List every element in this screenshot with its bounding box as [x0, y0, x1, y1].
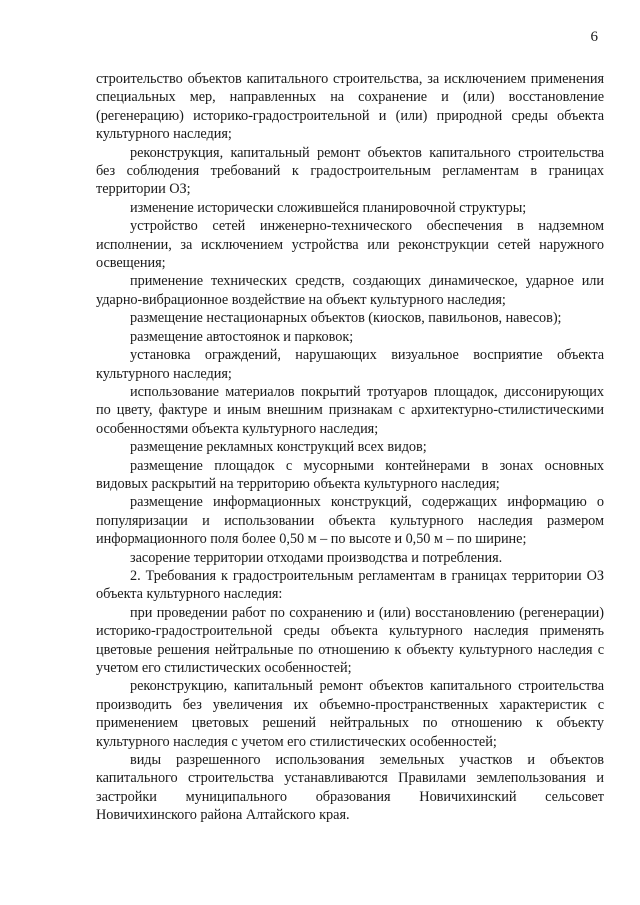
document-body [96, 70, 604, 825]
paragraph-prohibition-technical-means: применение технических средств, создающих динамическое, ударное или ударно-вибрационное воздействие на объект культурного наследия; [96, 273, 604, 308]
paragraph-prohibition-waste-containers: размещение площадок с мусорными контейнерами в зонах основных видовых раскрытий на территорию объекта культурного наследия; [96, 457, 604, 492]
paragraph-prohibition-planning-structure: изменение исторически сложившейся планировочной структуры; [130, 199, 527, 216]
paragraph-prohibition-paving-materials: использование материалов покрытий тротуаров площадок, диссонирующих по цвету, фактуре и иным внешним признакам с архитектурно-стилистическими особенностями объекта культурного наследия; [96, 383, 604, 437]
paragraph-prohibition-construction: строительство объектов капитального строительства, за исключением применения специальных мер, направленных на сохранение и (или) восстановление (регенерацию) историко-градостроительной и (или) природной среды объекта культурного наследия; [96, 71, 604, 143]
paragraph-prohibition-kiosks: размещение нестационарных объектов (киосков, павильонов, навесов); [130, 310, 562, 327]
paragraph-prohibition-reconstruction: реконструкция, капитальный ремонт объектов капитального строительства без соблюдения требований к градостроительным регламентам в границах территории ОЗ; [96, 144, 604, 198]
paragraph-requirement-land-use: виды разрешенного использования земельных участков и объектов капитального строительства устанавливаются Правилами землепользования и застройки муниципального образования Новичихинский сельсовет Новичихинского района Алтайского края. [96, 752, 604, 824]
paragraph-section-2-heading: 2. Требования к градостроительным регламентам в границах территории ОЗ объекта культурного наследия: [96, 567, 604, 603]
paragraph-prohibition-engineering-networks: устройство сетей инженерно-технического обеспечения в надземном исполнении, за исключением устройства или реконструкции сетей наружного освещения; [96, 218, 604, 272]
paragraph-prohibition-parking: размещение автостоянок и парковок; [130, 328, 354, 345]
paragraph-prohibition-advertising: размещение рекламных конструкций всех видов; [130, 439, 427, 456]
paragraph-prohibition-info-structures: размещение информационных конструкций, содержащих информацию о популяризации и использовании объекта культурного наследия размером информационного поля более 0,50 м – по высоте и 0,50 м – по ширине; [96, 494, 604, 548]
paragraph-prohibition-littering: засорение территории отходами производства и потребления. [130, 549, 503, 566]
page-number: 6 [590, 29, 598, 45]
paragraph-prohibition-fences: установка ограждений, нарушающих визуальное восприятие объекта культурного наследия; [96, 347, 604, 382]
paragraph-requirement-reconstruction: реконструкцию, капитальный ремонт объектов капитального строительства производить без увеличения их объемно-пространственных характеристик с применением цветовых решений нейтральных по отношению к объекту культурного наследия с учетом его стилистических особенностей; [96, 678, 604, 750]
paragraph-requirement-color-solutions: при проведении работ по сохранению и (или) восстановлению (регенерации) историко-градостроительной среды объекта культурного наследия применять цветовые решения нейтральные по отношению к объекту культурного наследия с учетом его стилистических особенностей; [96, 604, 604, 676]
